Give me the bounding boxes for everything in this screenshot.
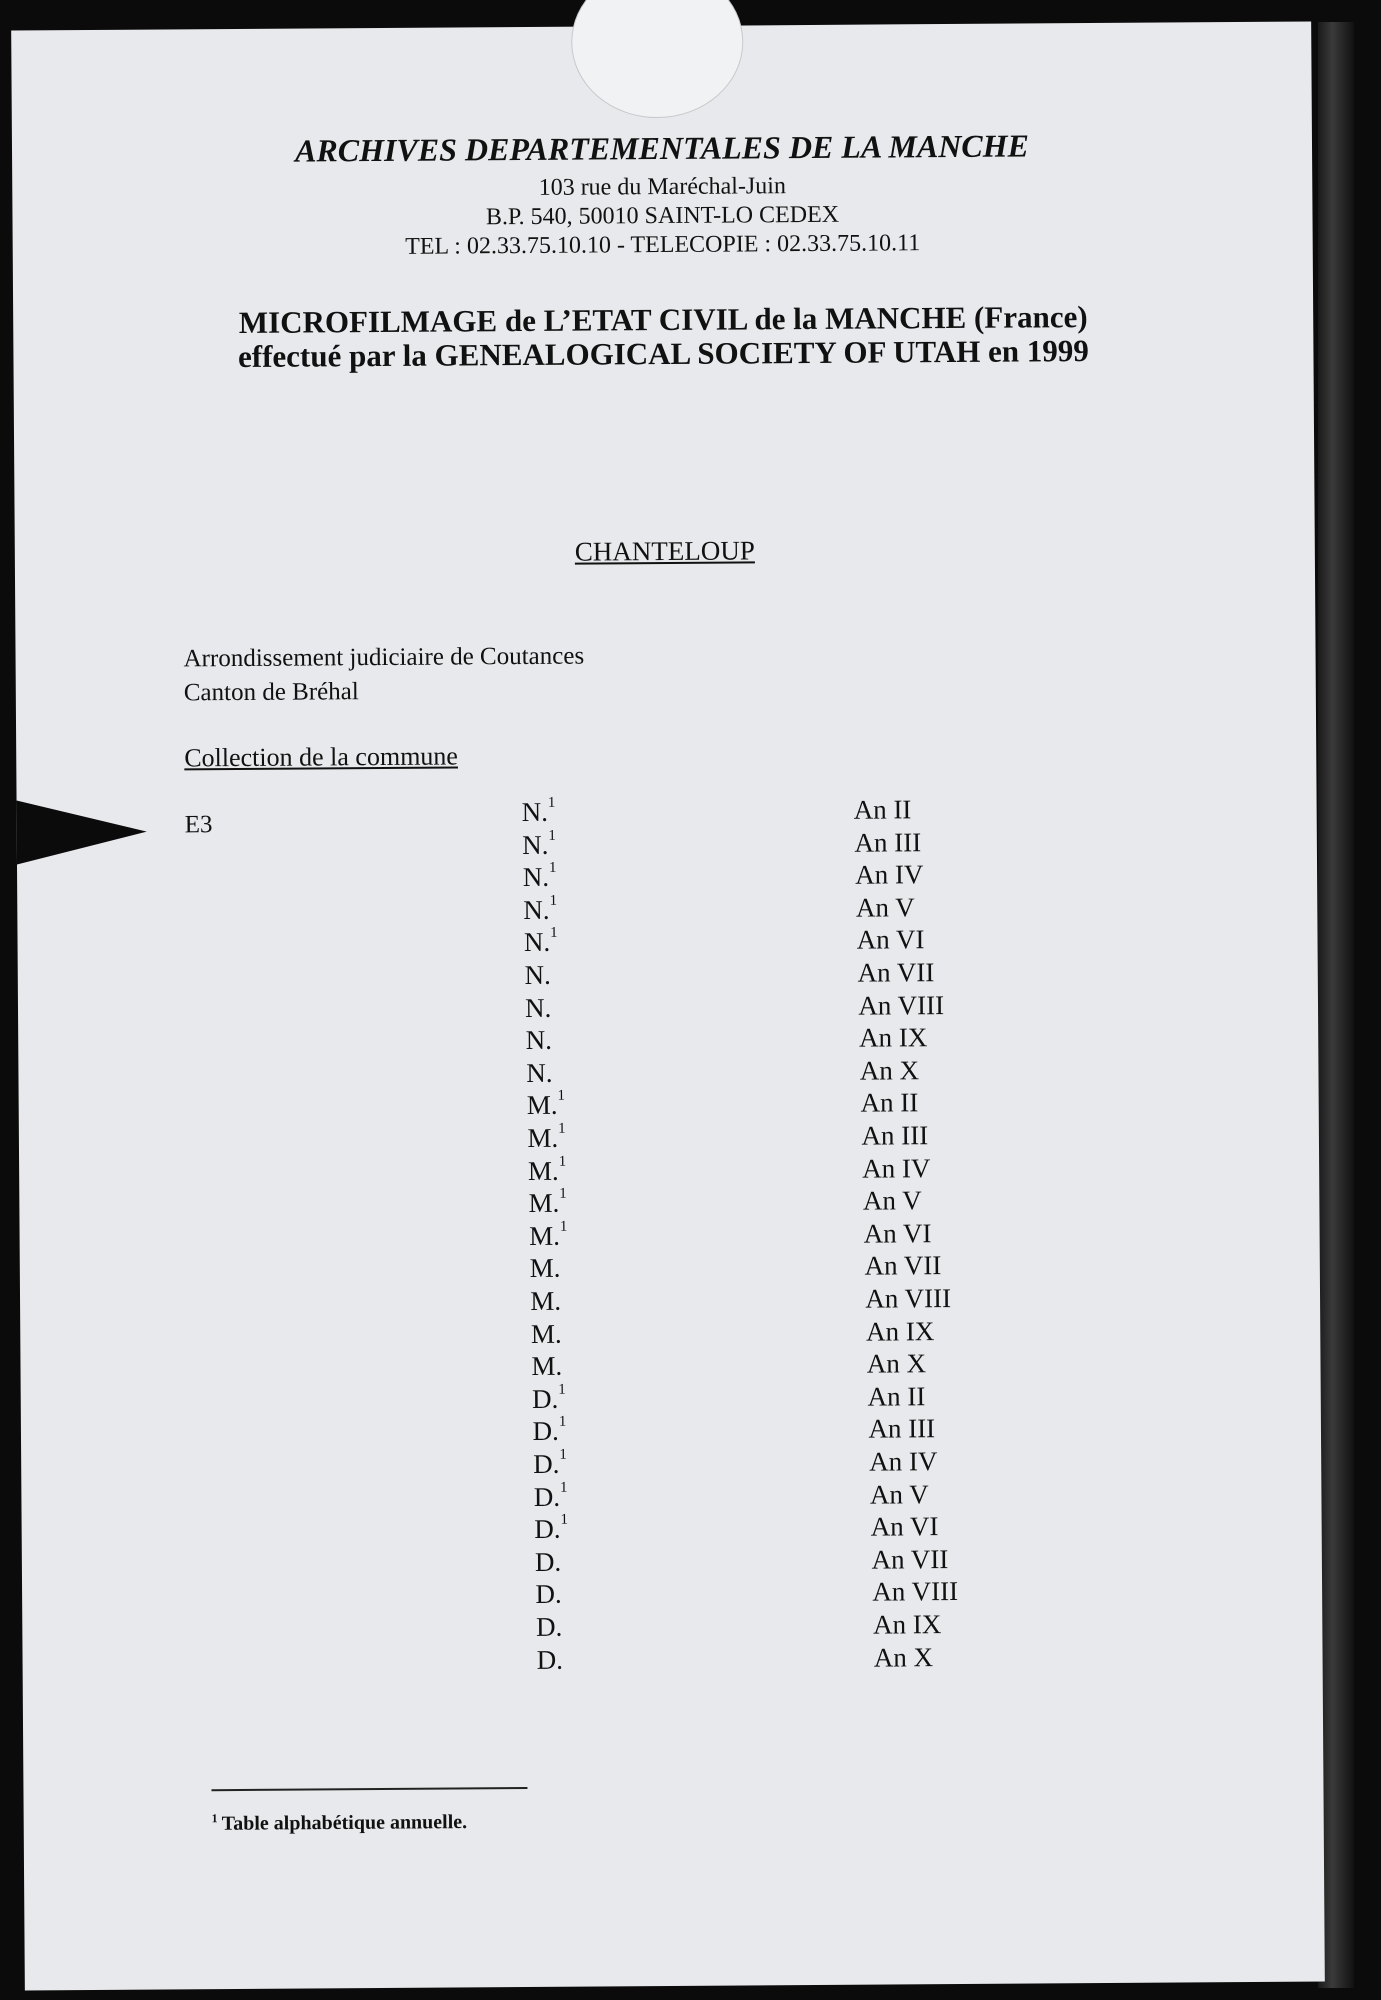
acte-type: [533, 1446, 567, 1480]
footnote-ref: 1: [557, 1088, 566, 1105]
acte-label: N.: [523, 894, 550, 925]
acte-type: [536, 1612, 562, 1643]
acte-label: D.: [535, 1579, 562, 1610]
annee-label: An III: [861, 1120, 929, 1151]
acte-type: [533, 1416, 567, 1447]
film-edge: [1318, 22, 1354, 1988]
footnote-ref: 1: [559, 1479, 568, 1496]
acte-type: [526, 1025, 552, 1056]
acte-type: [529, 1218, 568, 1252]
document-title-line-2: effectué par la GENEALOGICAL SOCIETY OF UTAH en 1999: [237, 333, 1089, 374]
annee-label: An IX: [858, 1022, 928, 1053]
acte-label: M.: [530, 1318, 562, 1349]
annee-label: An IV: [855, 859, 924, 890]
acte-type: [534, 1511, 569, 1545]
acte-type: [528, 1185, 567, 1219]
annee-label: An IX: [865, 1315, 935, 1347]
canton: Canton de Bréhal: [183, 678, 359, 707]
acte-type: [528, 1155, 566, 1186]
acte-type: [526, 1058, 552, 1089]
institution-title: ARCHIVES DEPARTEMENTALES DE LA MANCHE: [294, 127, 1030, 169]
acte-type: [527, 1090, 565, 1121]
annee-label: An X: [873, 1641, 934, 1673]
acte-label: D.: [533, 1481, 561, 1512]
footnote-ref: 1: [558, 1381, 566, 1398]
acte-label: M.: [531, 1350, 563, 1382]
footnote-ref: 1: [558, 1414, 567, 1431]
annee-label: An VI: [863, 1217, 932, 1249]
address-line-2: B.P. 540, 50010 SAINT-LO CEDEX: [485, 201, 840, 231]
footnote-ref: 1: [558, 1153, 567, 1170]
acte-label: M.: [528, 1187, 560, 1219]
acte-type: [527, 1120, 566, 1154]
acte-type: [522, 859, 557, 893]
footnote-ref: 1: [558, 1120, 566, 1137]
annee-label: An VI: [856, 924, 925, 956]
acte-label: D.: [534, 1513, 561, 1545]
annee-label: An VIII: [865, 1283, 952, 1314]
annee-label: An IX: [872, 1609, 942, 1640]
commune-name: CHANTELOUP: [574, 535, 755, 567]
annee-label: An VII: [857, 957, 935, 988]
acte-label: N.: [525, 1024, 553, 1056]
acte-type: [537, 1644, 563, 1675]
acte-label: N.: [526, 1057, 553, 1088]
footnote-ref: 1: [548, 859, 557, 877]
annee-label: An X: [859, 1055, 920, 1086]
annee-label: An V: [862, 1185, 922, 1216]
acte-label: N.: [521, 796, 548, 828]
annee-label: An IV: [869, 1446, 938, 1477]
acte-type: [535, 1547, 561, 1578]
footnote-ref: 1: [547, 794, 556, 811]
acte-type: [524, 960, 550, 991]
acte-type: [531, 1318, 562, 1349]
annee-label: An IV: [862, 1152, 931, 1184]
acte-type: [522, 829, 556, 860]
document-title-line-1: MICROFILMAGE de L’ETAT CIVIL de la MANCHE (France): [238, 299, 1088, 340]
acte-type: [534, 1481, 568, 1512]
acte-type: [523, 892, 558, 926]
acte-type: [530, 1253, 561, 1284]
footnote-ref: 1: [559, 1185, 567, 1202]
acte-type: [521, 794, 556, 828]
acte-label: N.: [522, 862, 550, 893]
acte-type: [531, 1381, 566, 1415]
acte-type: [524, 927, 558, 958]
acte-label: M.: [529, 1253, 561, 1284]
footnote-ref: 1: [548, 827, 556, 844]
annee-label: An III: [854, 826, 922, 858]
address-line-3: TEL : 02.33.75.10.10 - TELECOPIE : 02.33.75.10.11: [405, 230, 921, 260]
acte-label: M.: [527, 1122, 559, 1153]
document-sheet: [11, 21, 1325, 1990]
acte-label: D.: [531, 1383, 559, 1414]
acte-label: M.: [527, 1155, 559, 1186]
acte-label: M.: [530, 1285, 562, 1316]
footnote-divider: [211, 1787, 527, 1791]
footnote-marker: 1: [211, 1811, 218, 1826]
annee-label: An X: [866, 1348, 927, 1379]
sheet-notch: [571, 0, 744, 119]
footnote-ref: 1: [550, 925, 558, 942]
acte-label: N.: [524, 992, 552, 1023]
annee-label: An II: [853, 794, 912, 825]
annee-label: An VIII: [872, 1576, 959, 1607]
annee-label: An VI: [870, 1511, 939, 1542]
acte-label: M.: [529, 1220, 561, 1251]
footnote-ref: 1: [559, 1446, 567, 1463]
footnote: [212, 1809, 468, 1835]
acte-label: D.: [535, 1611, 563, 1642]
acte-label: N.: [522, 829, 549, 860]
annee-label: An V: [869, 1478, 929, 1510]
acte-label: D.: [533, 1448, 560, 1479]
acte-label: D.: [534, 1546, 562, 1577]
footnote-ref: 1: [559, 1218, 568, 1235]
acte-type: [535, 1579, 561, 1610]
acte-label: D.: [532, 1416, 559, 1447]
footnote-ref: 1: [560, 1511, 569, 1528]
acte-label: D.: [536, 1644, 564, 1675]
acte-type: [530, 1286, 561, 1317]
footnote-text: Table alphabétique annuelle.: [221, 1811, 468, 1835]
acte-label: M.: [526, 1090, 558, 1121]
arrondissement: Arrondissement judiciaire de Coutances: [183, 642, 585, 673]
acte-label: N.: [524, 959, 551, 991]
annee-label: An VII: [871, 1543, 949, 1575]
collection-heading: Collection de la commune: [184, 741, 459, 773]
annee-label: An III: [868, 1413, 936, 1445]
annee-label: An V: [855, 892, 915, 923]
address-line-1: 103 rue du Maréchal-Juin: [538, 173, 786, 201]
annee-label: An II: [867, 1381, 926, 1412]
annee-label: An II: [860, 1087, 919, 1119]
footnote-ref: 1: [549, 892, 558, 909]
acte-type: [525, 992, 551, 1023]
annee-label: An VIII: [858, 989, 945, 1021]
acte-label: N.: [523, 927, 551, 958]
acte-type: [531, 1351, 562, 1382]
annee-label: An VII: [864, 1250, 942, 1282]
cote-label: E3: [184, 811, 213, 839]
